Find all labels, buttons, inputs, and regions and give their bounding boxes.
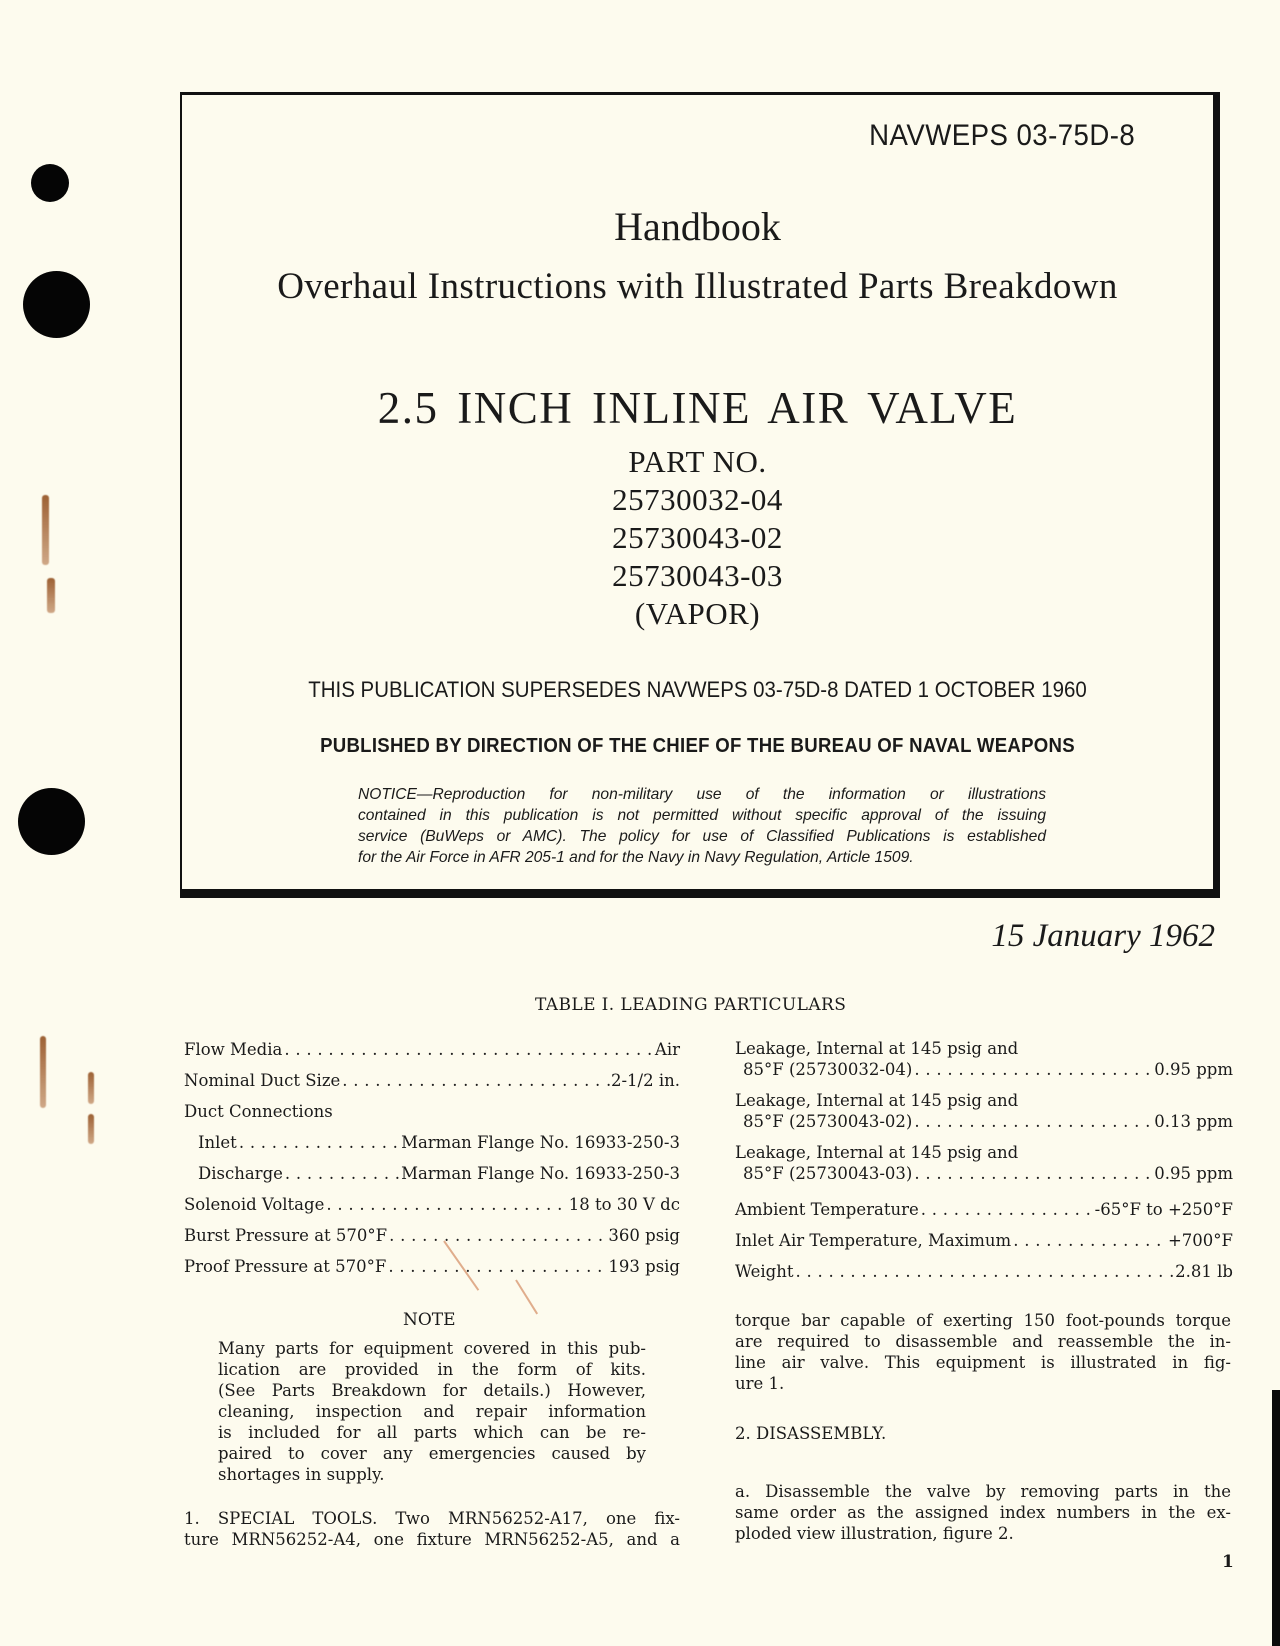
- particular-value: +700°F: [1167, 1231, 1233, 1250]
- particular-label: 85°F (25730032-04): [743, 1060, 913, 1079]
- supersedes-statement: THIS PUBLICATION SUPERSEDES NAVWEPS 03-75D-8 DATED 1 OCTOBER 1960: [308, 677, 1087, 702]
- particular-row: [735, 1194, 1233, 1225]
- particular-label: Nominal Duct Size: [184, 1071, 341, 1090]
- part-number: 25730043-03: [612, 558, 783, 593]
- leader-dots: [912, 1163, 1154, 1184]
- particular-row: [184, 1220, 680, 1251]
- paragraph-line: same order as the assigned index numbers in the ex-: [735, 1503, 1231, 1522]
- notice-line: for the Air Force in AFR 205-1 and for the Navy in Navy Regulation, Article 1509.: [358, 849, 914, 866]
- particular-row: [735, 1142, 1233, 1184]
- scratch-mark: [515, 1279, 538, 1314]
- particular-value: 0.13 ppm: [1154, 1112, 1233, 1131]
- note-line: shortages in supply.: [218, 1465, 385, 1484]
- paragraph-line: 1. SPECIAL TOOLS. Two MRN56252-A17, one fix-: [184, 1509, 680, 1528]
- particular-value: Air: [654, 1040, 680, 1059]
- particular-value: -65°F to +250°F: [1094, 1200, 1233, 1219]
- particular-label: Leakage, Internal at 145 psig and: [735, 1091, 1019, 1110]
- particular-row: [184, 1189, 680, 1220]
- particular-label: Duct Connections: [184, 1102, 333, 1121]
- particular-row: [184, 1065, 680, 1096]
- paragraph-line: are required to disassemble and reassemble the in-: [735, 1332, 1231, 1351]
- particular-label: Leakage, Internal at 145 psig and: [735, 1039, 1019, 1058]
- particular-value: 2.81 lb: [1175, 1262, 1233, 1281]
- particular-value: 18 to 30 V dc: [568, 1195, 680, 1214]
- particular-row: [184, 1034, 680, 1065]
- particulars-right-column: [735, 1038, 1233, 1287]
- rust-stain: [40, 1036, 46, 1108]
- particular-value: 0.95 ppm: [1154, 1060, 1233, 1079]
- particular-label: Inlet: [198, 1133, 237, 1152]
- handbook-heading: Handbook: [614, 204, 781, 249]
- rust-stain: [88, 1072, 94, 1104]
- leader-dots: [237, 1127, 401, 1158]
- leader-dots: [282, 1034, 655, 1065]
- particular-value: 2-1/2 in.: [610, 1071, 680, 1090]
- special-tools-continued: [735, 1310, 1231, 1394]
- publication-date: 15 January 1962: [991, 918, 1215, 954]
- part-number: 25730043-02: [612, 520, 783, 555]
- particular-row: [184, 1251, 680, 1282]
- note-line: cleaning, inspection and repair information: [218, 1402, 646, 1421]
- particular-row: [735, 1225, 1233, 1256]
- particular-label: Leakage, Internal at 145 psig and: [735, 1143, 1019, 1162]
- cover-box: [180, 92, 1220, 898]
- part-number-block: [182, 443, 1213, 633]
- particular-row: [184, 1158, 680, 1189]
- leader-dots: [919, 1194, 1095, 1225]
- particular-label: Ambient Temperature: [735, 1200, 919, 1219]
- rust-stain: [88, 1114, 94, 1144]
- leader-dots: [283, 1158, 401, 1189]
- note-line: is included for all parts which can be re-: [218, 1423, 646, 1442]
- note-line: lication are provided in the form of kits.: [218, 1360, 646, 1379]
- leader-dots: [387, 1220, 608, 1251]
- particular-value: 360 psig: [608, 1226, 680, 1245]
- particular-label: Weight: [735, 1262, 794, 1281]
- particular-row: [184, 1127, 680, 1158]
- note-line: paired to cover any emergencies caused by: [218, 1444, 646, 1463]
- particular-value: Marman Flange No. 16933-250-3: [401, 1133, 680, 1152]
- paragraph-line: line air valve. This equipment is illustrated in fig-: [735, 1353, 1231, 1372]
- rust-stain: [47, 578, 55, 613]
- special-tools-paragraph: [184, 1508, 680, 1550]
- note-line: (See Parts Breakdown for details.) However,: [218, 1381, 646, 1400]
- document-subtitle: Overhaul Instructions with Illustrated Parts Breakdown: [277, 266, 1118, 307]
- part-no-label: PART NO.: [628, 444, 767, 479]
- leader-dots: [386, 1251, 608, 1282]
- leader-dots: [912, 1059, 1154, 1080]
- notice-paragraph: [358, 784, 1046, 868]
- leader-dots: [340, 1065, 611, 1096]
- particulars-left-column: [184, 1034, 680, 1282]
- published-by-statement: PUBLISHED BY DIRECTION OF THE CHIEF OF THE BUREAU OF NAVAL WEAPONS: [320, 735, 1075, 757]
- paragraph-line: a. Disassemble the valve by removing parts in the: [735, 1482, 1231, 1501]
- particular-label: Flow Media: [184, 1040, 283, 1059]
- scan-edge: [1272, 1390, 1280, 1646]
- particular-label: Solenoid Voltage: [184, 1195, 325, 1214]
- particular-label: Inlet Air Temperature, Maximum: [735, 1231, 1012, 1250]
- particular-row: [735, 1256, 1233, 1287]
- binder-hole: [23, 271, 90, 338]
- disassembly-heading: 2. DISASSEMBLY.: [735, 1424, 887, 1443]
- particular-label: Discharge: [198, 1164, 283, 1183]
- particular-row: [735, 1038, 1233, 1080]
- particular-value: 0.95 ppm: [1154, 1164, 1233, 1183]
- leader-dots: [324, 1189, 568, 1220]
- particular-label: 85°F (25730043-03): [743, 1164, 913, 1183]
- note-title: NOTE: [403, 1310, 456, 1330]
- page-number: 1: [1222, 1552, 1234, 1572]
- particular-label: 85°F (25730043-02): [743, 1112, 913, 1131]
- disassembly-step-a: [735, 1481, 1231, 1544]
- notice-line: NOTICE—Reproduction for non-military use of the information or illustrations: [358, 786, 1046, 803]
- particular-value: 193 psig: [608, 1257, 680, 1276]
- particular-row: [184, 1096, 680, 1127]
- paragraph-line: ture MRN56252-A4, one fixture MRN56252-A5, and a: [184, 1530, 680, 1549]
- publication-number: NAVWEPS 03-75D-8: [868, 119, 1135, 152]
- binder-hole: [31, 164, 69, 202]
- leader-dots: [1011, 1225, 1168, 1256]
- particular-row: [735, 1090, 1233, 1132]
- particular-value: Marman Flange No. 16933-250-3: [401, 1164, 680, 1183]
- leader-dots: [912, 1111, 1154, 1132]
- notice-line: contained in this publication is not permitted without specific approval of the issuing: [358, 807, 1046, 824]
- notice-line: service (BuWeps or AMC). The policy for use of Classified Publications is established: [358, 828, 1046, 845]
- binder-hole: [18, 788, 85, 855]
- paragraph-line: torque bar capable of exerting 150 foot-pounds torque: [735, 1311, 1231, 1330]
- valve-title: 2.5 INCH INLINE AIR VALVE: [377, 383, 1018, 433]
- variant-label: (VAPOR): [634, 596, 761, 631]
- particular-label: Burst Pressure at 570°F: [184, 1226, 388, 1245]
- paragraph-line: ploded view illustration, figure 2.: [735, 1524, 1014, 1543]
- part-number: 25730032-04: [612, 482, 783, 517]
- table-title: TABLE I. LEADING PARTICULARS: [535, 995, 847, 1015]
- particular-label: Proof Pressure at 570°F: [184, 1257, 387, 1276]
- note-body: [218, 1338, 646, 1485]
- rust-stain: [42, 495, 49, 565]
- note-line: Many parts for equipment covered in this pub-: [218, 1339, 646, 1358]
- paragraph-line: ure 1.: [735, 1374, 785, 1393]
- leader-dots: [793, 1256, 1175, 1287]
